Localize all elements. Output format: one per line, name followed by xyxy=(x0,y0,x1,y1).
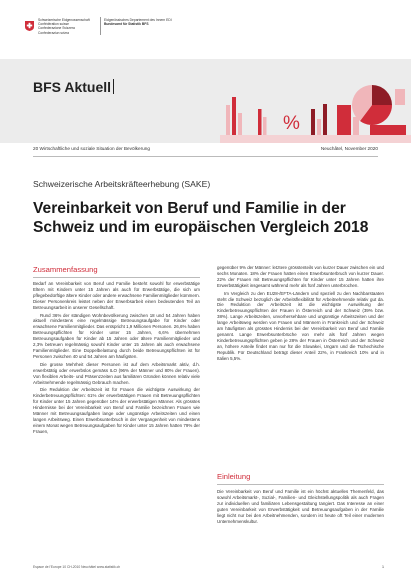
swiss-cross-icon xyxy=(25,18,34,28)
topic-divider xyxy=(33,156,378,157)
footer-address: Espace de l'Europe 10 CH-2010 Neuchâtel www.statistik.ch xyxy=(33,565,121,569)
paragraph: Die grosse Mehrheit dieser Personen ist auf dem Arbeitsmarkt aktiv, d.h. erwerbstätig oder erwerbslos gemäss ILO (96% der Männer und 80% der Frauen). Von flexiblen Arbeits- und Präsenzzeiten aus familiären Gründen können relativ viele Arbeitnehmende regelmässig Gebrauch machen. xyxy=(33,361,200,385)
paragraph: Im Vergleich zu den EU28-/EFTA-Ländern und speziell zu den Nachbarstaaten steht die Schweiz bezüglich der Arbeitsflexibilität für Arbeitnehmende relativ gut da. Die Reduktion der Arbeitszeit ist die wichtigste Auswirkung der Kinderbetreuungspflichten der Frauen in Österreich und der Schweiz (39% bzw. 38%). Lange Arbeitszeiten, unvorhersehbare und ungünstige Arbeitszeiten und der lange Arbeitsweg werden von Frauen und Männern in Frankreich und der Schweiz am häufigsten als grösstes Hindernis bei der Vereinbarkeit von Beruf und Familie genannt. Lange Erwerbsunterbrüche von mehr als fünf Jahren wegen Kinderbetreuungspflichten geben je 28% der Frauen in Österreich und der Schweiz an, höhere Anteile findet man nur für die Slowakei, Ungarn und die Tschechische Republik. Für Deutschland beträgt dieser Anteil 22%, in Frankreich 10% und in Italien 5,5%. xyxy=(217,290,384,361)
publication-title: BFS Aktuell xyxy=(33,79,114,95)
summary-heading: Zusammenfassung xyxy=(33,265,98,274)
paragraph: gegenüber 9% der Männer: letztere grösstenteils von kurzer Dauer zwischen ein und sechs Monaten. 18% der Frauen hatten einen Erwerbsunterbruch von kurzer Dauer. 22% der Frauen mit Betreuungspflichten für Kinder unter 15 Jahren hatten ihre Erwerbstätigkeit insgesamt während mehr als fünf Jahren unterbrochen. xyxy=(217,265,384,288)
svg-text:%: % xyxy=(283,113,300,134)
page-number: 1 xyxy=(382,565,384,569)
summary-heading-rule xyxy=(33,277,200,278)
paragraph: Die Reduktion der Arbeitszeit ist für Frauen die wichtigste Auswirkung der Kinderbetreuungspflichten: 61% der erwerbstätigen Frauen mit Betreuungspflichten für Kinder unter 15 Jahren gegenüber 14% der erwerbstätigen Männer. Als grösstes Hindernisse bei der Vereinbarkeit von Beruf und Familie bezeichnen Frauen wie Männer mit Betreuungsaufgaben lange oder ungünstige Arbeitszeiten und einen langen Arbeitsweg. Einen Erwerbsunterbruch in der Vergangenheit von mindestens einem Monat wegen Betreuungsaufgaben für Kinder unter 15 Jahren hatten 79% der Frauen, xyxy=(33,387,200,434)
introduction-heading: Einleitung xyxy=(217,472,251,481)
banner-graphic xyxy=(200,59,411,143)
header-divider xyxy=(100,17,101,35)
summary-text-continued xyxy=(217,265,384,364)
introduction-text xyxy=(217,489,384,526)
confederation-name: Schweizerische Eidgenossenschaft Confédération suisse Confederazione Svizzera Confederaziun svizra xyxy=(38,18,90,35)
paragraph: Rund 36% der ständigen Wohnbevölkerung zwischen 18 und 54 Jahren haben aktuell mindestens eine regelmässige Betreuungsaufgabe für Kinder oder erwachsene Familienmitglieder. Das entspricht 1,9 Millionen Personen. 26,6% haben Betreuungspflichten für Kinder unter 15 Jahren, 6,6% übernehmen Betreuungsaufgaben für Kinder ab 15 Jahren oder ältere Familienmitglieder und 2,3% betreuen regelmässig sowohl Kinder unter 15 Jahren als auch erwachsene Familienmitglieder. Eine Doppelbelastung durch beide Betreuungspflichten ist für Personen zwischen 40 und 54 Jahren am häufigsten. xyxy=(33,312,200,359)
paragraph: Bedarf an Vereinbarkeit von Beruf und Familie besteht sowohl für erwerbstätige Eltern mit Kindern unter 15 Jahren als auch für Erwerbstätige, die sich um pflegebedürftige ältere Kinder oder andere erwachsene Familienmitglieder kümmern. Dieser Personenkreis leistet neben der Erwerbsarbeit einen bedeutenden Teil an Betreuungsarbeit in unserer Gesellschaft. xyxy=(33,281,200,310)
paragraph: Die Vereinbarkeit von Beruf und Familie ist ein höchst aktuelles Themenfeld, das sowohl Arbeitsmarkt-, Sozial-, Familien- und Gleichstellungspolitik als auch Fragen zur individuellen und familiären Lebensgestaltung tangiert. Das Interesse an einer guten Vereinbarkeit von Erwerbstätigkeit und Betreuungsaufgaben in der Familie liegt nicht nur bei den Arbeitnehmenden, sondern ist heute oft Teil einer modernen Unternehmenskultur. xyxy=(217,489,384,524)
topic-bar xyxy=(33,143,378,155)
department-name: Eidgenössisches Departement des Innern EDI Bundesamt für Statistik BFS xyxy=(104,18,172,27)
topic-label: 20 Wirtschaftliche und soziale Situation der Bevölkerung xyxy=(33,146,150,151)
summary-text xyxy=(33,281,200,437)
introduction-heading-rule xyxy=(217,484,384,485)
survey-kicker: Schweizerische Arbeitskräfteerhebung (SAKE) xyxy=(33,179,211,189)
document-title: Vereinbarkeit von Beruf und Familie in der Schweiz und im europäischen Vergleich 2018 xyxy=(33,200,369,236)
publication-date: Neuchâtel, November 2020 xyxy=(320,146,378,151)
